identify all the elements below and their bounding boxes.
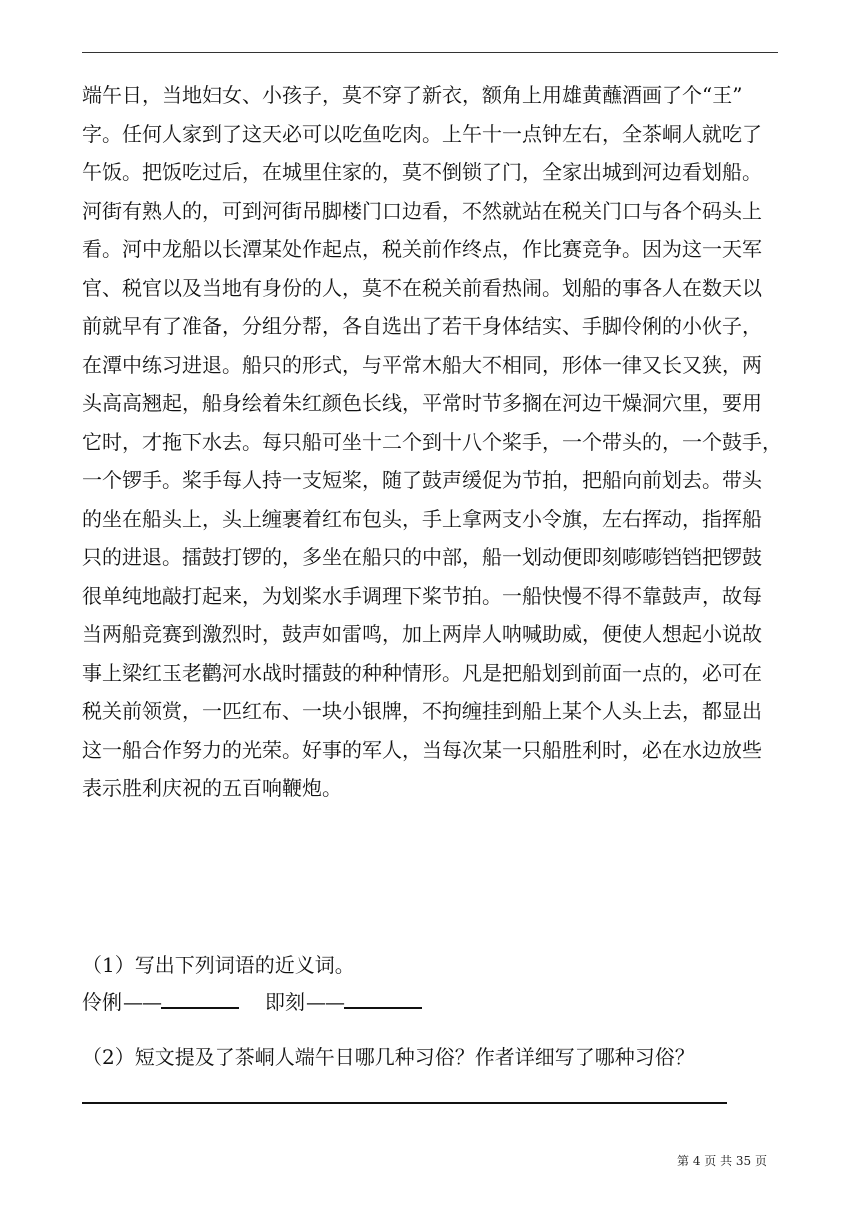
passage-line: 前就早有了准备，分组分帮，各自选出了若干身体结实、手脚伶俐的小伙子， xyxy=(82,314,762,338)
answer-blank[interactable] xyxy=(344,987,422,1009)
passage-line: 只的进退。擂鼓打锣的，多坐在船只的中部，船一划动便即刻嘭嘭铛铛把锣鼓 xyxy=(82,545,762,569)
synonym-word: 伶俐 xyxy=(82,990,122,1014)
passage-line: 一个锣手。桨手每人持一支短桨，随了鼓声缓促为节拍，把船向前划去。带头 xyxy=(82,468,762,492)
passage-line: 字。任何人家到了这天必可以吃鱼吃肉。上午十一点钟左右，全茶峒人就吃了 xyxy=(82,121,762,146)
passage-line: 在潭中练习进退。船只的形式，与平常木船大不相同，形体一律又长又狭，两 xyxy=(82,352,762,377)
passage-paragraph xyxy=(82,76,782,808)
passage-line: 税关前领赏，一匹红布、一块小银牌，不拘缠挂到船上某个人头上去，都显出 xyxy=(82,699,762,723)
passage xyxy=(82,76,782,808)
passage-line: 河街有熟人的，可到河街吊脚楼门口边看，不然就站在税关门口与各个码头上 xyxy=(82,198,762,223)
header-rule xyxy=(82,52,778,53)
synonym-word: 即刻 xyxy=(265,990,305,1014)
passage-line: 看。河中龙船以长潭某处作起点，税关前作终点，作比赛竞争。因为这一天军 xyxy=(82,237,762,261)
passage-line: 头高高翘起，船身绘着朱红颜色长线，平常时节多搁在河边干燥洞穴里，要用 xyxy=(82,391,762,415)
passage-line: 的坐在船头上，头上缠裹着红布包头，手上拿两支小令旗，左右挥动，指挥船 xyxy=(82,506,762,531)
passage-line: 这一船合作努力的光荣。好事的军人，当每次某一只船胜利时，必在水边放些 xyxy=(82,737,762,762)
question-2: （2）短文提及了茶峒人端午日哪几种习俗？作者详细写了哪种习俗？ xyxy=(82,1045,695,1069)
question-1: （1）写出下列词语的近义词。 xyxy=(82,953,355,977)
passage-line: 端午日，当地妇女、小孩子，莫不穿了新衣，额角上用雄黄蘸酒画了个“王” xyxy=(82,83,743,107)
answer-blank[interactable] xyxy=(161,987,239,1009)
passage-line: 事上梁红玉老鹳河水战时擂鼓的种种情形。凡是把船划到前面一点的，必可在 xyxy=(82,660,762,685)
synonym-item xyxy=(82,984,265,1020)
passage-line: 它时，才拖下水去。每只船可坐十二个到十八个桨手，一个带头的，一个鼓手， xyxy=(82,429,782,454)
synonym-item xyxy=(265,984,422,1020)
answer-line[interactable] xyxy=(82,1102,727,1104)
page-footer: 第 4 页 共 35 页 xyxy=(677,1154,767,1168)
passage-line: 官、税官以及当地有身份的人，莫不在税关前看热闹。划船的事各人在数天以 xyxy=(82,275,762,300)
passage-line: 午饭。把饭吃过后，在城里住家的，莫不倒锁了门，全家出城到河边看划船。 xyxy=(82,160,762,184)
synonym-dash: —— xyxy=(123,990,161,1014)
passage-line: 当两船竞赛到激烈时，鼓声如雷鸣，加上两岸人呐喊助威，便使人想起小说故 xyxy=(82,622,762,646)
passage-line: 表示胜利庆祝的五百响鞭炮。 xyxy=(82,776,342,800)
synonym-dash: —— xyxy=(306,990,344,1014)
passage-line: 很单纯地敲打起来，为划桨水手调理下桨节拍。一船快慢不得不靠鼓声，故每 xyxy=(82,583,762,608)
synonym-row xyxy=(82,984,422,1020)
